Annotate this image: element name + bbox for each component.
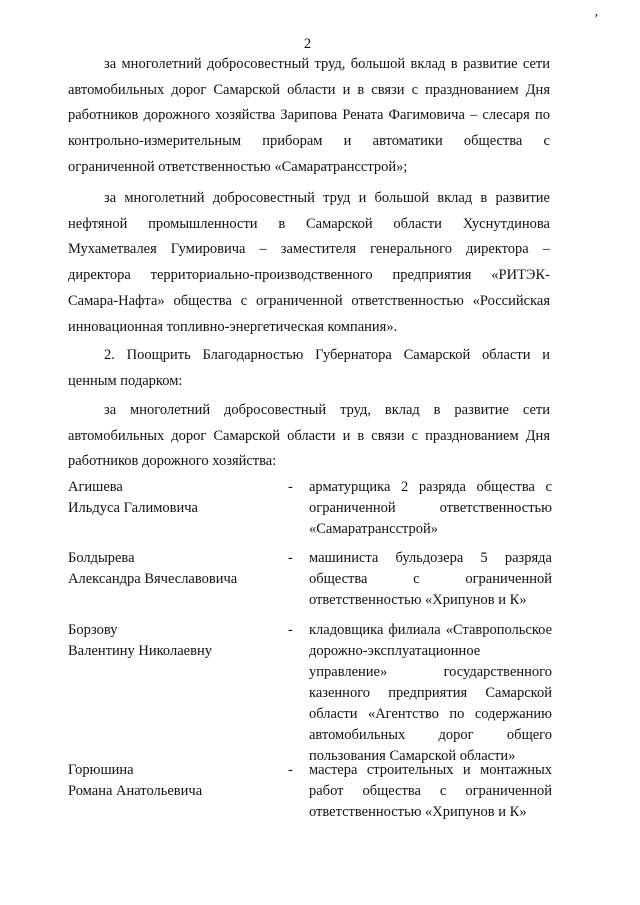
awardee-position: мастера строительных и монтажных работ общества с ограниченной ответственностью «Хрипунов и К»: [309, 762, 552, 820]
paragraph-award-zaripov: за многолетний добросовестный труд, большой вклад в развитие сети автомобильных дорог Самарской области и в связи с празднованием Дня работников дорожного хозяйства Зарипова Рената Фагимовича – слесаря по контрольно-измерительным приборам и автоматики общества с ограниченной ответственностью «Самаратрансстрой»;: [68, 56, 550, 175]
awardee-name: [68, 760, 268, 802]
entry-dash: -: [288, 622, 293, 638]
awardee-name: [68, 620, 268, 662]
paragraph-item-2: 2. Поощрить Благодарностью Губернатора Самарской области и ценным подарком:: [68, 347, 550, 389]
awardee-given-names: Валентину Николаевну: [68, 643, 212, 659]
corner-mark: ʼ: [594, 12, 599, 27]
awardee-surname: Горюшина: [68, 762, 134, 778]
entry-dash: -: [288, 479, 293, 495]
paragraph-award-khusnutdinov: за многолетний добросовестный труд и большой вклад в развитие нефтяной промышленности в Самарской области Хуснутдинова Мухаметвалея Гумировича – заместителя генерального директора – директора территориально-производственного предприятия «РИТЭК-Самара-Нафта» общества с ограниченной ответственностью «Российская инновационная топливно-энергетическая компания».: [68, 190, 550, 335]
awardee-surname: Борзову: [68, 622, 118, 638]
awardee-position: кладовщика филиала «Ставропольское дорожно-эксплуатационное управление» государственного казенного предприятия Самарской области «Агентство по содержанию автомобильных дорог общего пользования Самарской области»: [309, 622, 552, 764]
entry-dash: -: [288, 762, 293, 778]
awardee-given-names: Александра Вячеславовича: [68, 571, 238, 587]
awardee-position: машиниста бульдозера 5 разряда общества с ограниченной ответственностью «Хрипунов и К»: [309, 550, 552, 608]
awardee-name: [68, 477, 268, 519]
awardee-given-names: Ильдуса Галимовича: [68, 500, 198, 516]
awardee-given-names: Романа Анатольевича: [68, 783, 203, 799]
paragraph-road-workers-intro: за многолетний добросовестный труд, вклад в развитие сети автомобильных дорог Самарской области и в связи с празднованием Дня работников дорожного хозяйства:: [68, 402, 550, 470]
awardee-name: [68, 548, 268, 590]
awardee-position: арматурщика 2 разряда общества с ограниченной ответственностью «Самаратрансстрой»: [309, 479, 552, 537]
page-number: 2: [303, 36, 312, 52]
awardee-surname: Болдырева: [68, 550, 135, 566]
awardee-surname: Агишева: [68, 479, 123, 495]
entry-dash: -: [288, 550, 293, 566]
